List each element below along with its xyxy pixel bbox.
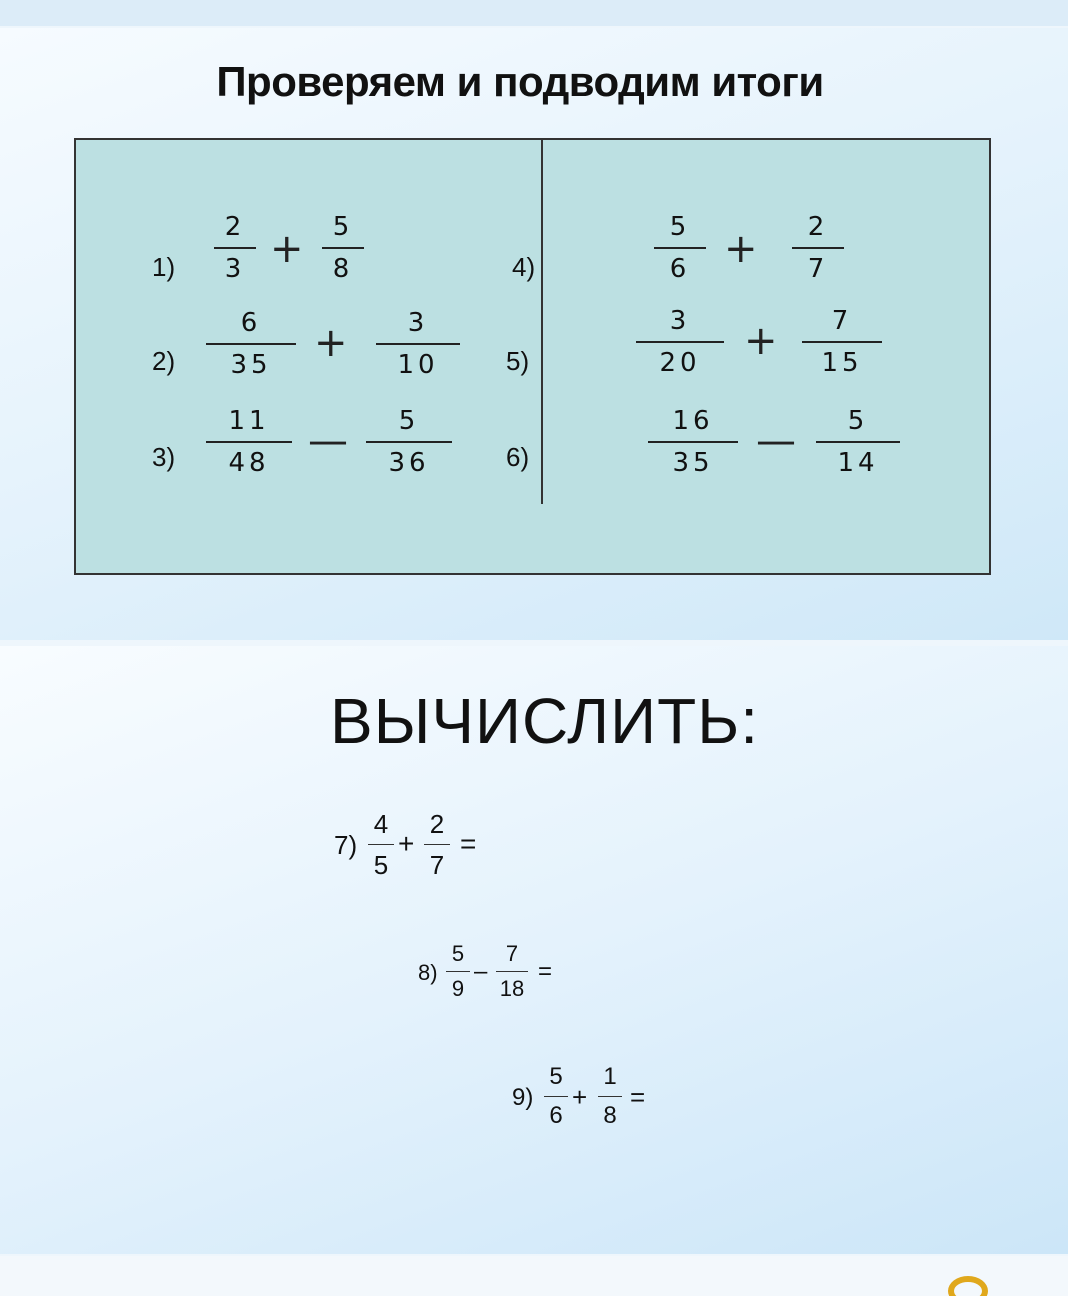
fraction: 16 35 (648, 404, 738, 480)
fraction: 5 6 (654, 210, 706, 286)
problem-number: 6) (506, 442, 530, 472)
slide-check-results (0, 28, 1068, 640)
top-strip (0, 0, 1068, 26)
fraction: 6 35 (206, 306, 296, 382)
fraction: 2 3 (214, 210, 256, 286)
fraction: 5 9 (446, 940, 470, 1003)
fraction: 5 14 (816, 404, 900, 480)
fraction: 2 7 (792, 210, 844, 286)
fraction: 5 6 (544, 1062, 568, 1131)
operator: — (756, 418, 796, 464)
equals-sign: = (538, 958, 553, 985)
slide-title: Проверяем и подводим итоги (216, 58, 824, 105)
ring-logo-icon (948, 1276, 988, 1296)
fraction: 5 8 (322, 210, 364, 286)
problems-table (74, 138, 991, 575)
fraction: 3 10 (376, 306, 460, 382)
fraction: 11 48 (206, 404, 292, 480)
problem-number: 4) (512, 252, 536, 282)
equals-sign: = (460, 828, 477, 859)
fraction: 3 20 (636, 304, 724, 380)
problem-number: 5) (506, 346, 530, 376)
slide-compute (0, 646, 1068, 1254)
operator: – (474, 958, 488, 985)
fraction: 7 18 (496, 940, 528, 1003)
equals-sign: = (630, 1082, 646, 1112)
slide-title: ВЫЧИСЛИТЬ: (330, 685, 759, 757)
operator: + (398, 828, 415, 859)
problem-number: 3) (152, 442, 176, 472)
operator: + (744, 318, 778, 364)
fraction: 7 15 (802, 304, 882, 380)
operator: + (724, 226, 758, 272)
operator: + (314, 320, 348, 366)
fraction: 1 8 (598, 1062, 622, 1131)
problem-number: 9) (512, 1084, 534, 1111)
operator: + (270, 226, 304, 272)
problem-number: 7) (334, 830, 358, 860)
fraction: 2 7 (424, 808, 450, 881)
slide-next-partial (0, 1256, 1068, 1296)
operator: — (308, 418, 348, 464)
problem-number: 2) (152, 346, 176, 376)
problem-number: 8) (418, 960, 438, 985)
fraction: 5 36 (366, 404, 452, 480)
operator: + (572, 1082, 588, 1112)
column-divider (541, 140, 543, 504)
fraction: 4 5 (368, 808, 394, 881)
problem-number: 1) (152, 252, 176, 282)
